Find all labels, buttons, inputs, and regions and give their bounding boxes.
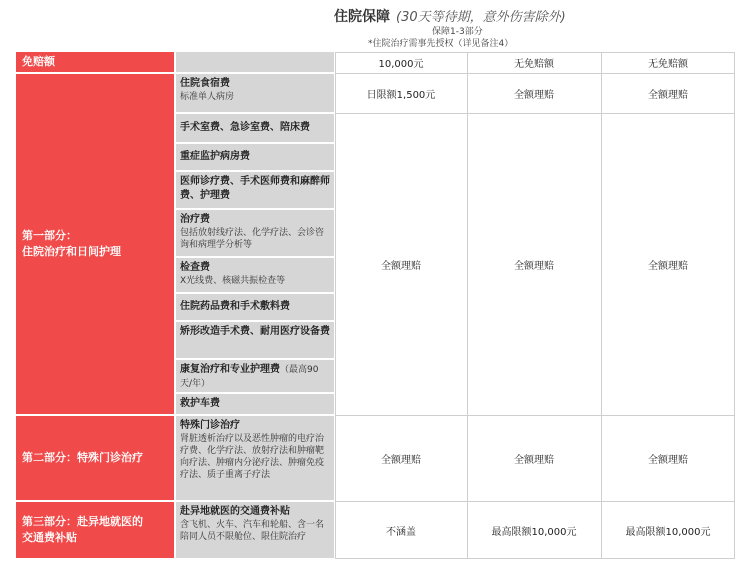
part1-value-1: 全额理赔	[381, 260, 421, 272]
item-orthopedic	[176, 322, 334, 358]
part1-value-2: 全额理赔	[514, 260, 554, 272]
item-drugs	[176, 294, 334, 320]
part1-value-3: 全额理赔	[648, 260, 688, 272]
part2-label-cell	[16, 416, 174, 500]
item-surgery-room	[176, 114, 334, 142]
column-divider	[601, 52, 602, 558]
deductible-value-1: 10,000元	[378, 58, 424, 70]
deductible-value-2: 无免赔额	[514, 58, 554, 70]
part3-label-line1: 第三部分：赴异地就医的	[22, 515, 143, 528]
page-header	[0, 0, 750, 48]
part1-label-cell	[16, 74, 174, 414]
item-physician-fees	[176, 172, 334, 208]
item-ambulance	[176, 394, 334, 414]
item-rehab	[176, 360, 334, 392]
item-name: 救护车费	[180, 398, 220, 409]
accommodation-value-3: 全额理赔	[648, 89, 688, 101]
deductible-value-3: 无免赔额	[648, 58, 688, 70]
item-name: 住院食宿费	[180, 78, 230, 89]
item-name: 手术室费、急诊室费、陪床费	[180, 122, 310, 133]
title-note: (30天等待期，意外伤害除外)	[396, 10, 566, 25]
part1-label-line2: 住院治疗和日间护理	[22, 245, 121, 258]
authorization-note: *住院治疗需事先授权（详见备注4）	[368, 39, 514, 49]
item-name: 治疗费	[180, 214, 210, 225]
part3-value-1: 不涵盖	[386, 526, 416, 538]
row-divider	[335, 501, 735, 502]
title-main: 住院保障	[334, 9, 390, 25]
part3-value-2: 最高限额10,000元	[491, 526, 577, 538]
item-name: 住院药品费和手术敷料费	[180, 301, 290, 312]
item-special-outpatient	[176, 416, 334, 500]
item-name: 重症监护病房费	[180, 151, 250, 162]
part2-value-2: 全额理赔	[514, 454, 554, 466]
deductible-label-cell	[16, 52, 174, 72]
item-examination	[176, 258, 334, 292]
column-divider	[467, 52, 468, 558]
column-divider	[734, 52, 735, 558]
item-name	[180, 363, 330, 391]
deductible-label: 免赔额	[22, 55, 55, 68]
accommodation-value-1: 日限额1,500元	[366, 89, 436, 101]
part2-value-1: 全额理赔	[381, 454, 421, 466]
item-treatment	[176, 210, 334, 256]
item-icu	[176, 144, 334, 170]
item-name: 赴异地就医的交通费补贴	[180, 506, 290, 517]
part3-label-cell	[16, 502, 174, 558]
part1-label-line1: 第一部分：	[22, 229, 77, 242]
item-name: 矫形改造手术费、耐用医疗设备费	[180, 326, 330, 337]
item-name: 特殊门诊治疗	[180, 420, 240, 431]
row-divider	[335, 558, 735, 559]
item-desc: 肾脏透析治疗以及恶性肿瘤的电疗治疗费、化学疗法、放射疗法和肿瘤靶向疗法、肿瘤内分泌疗法、肿瘤免疫疗法、质子重离子疗法	[180, 434, 325, 480]
row-divider	[335, 113, 735, 114]
item-desc: 含飞机、火车、汽车和轮船、含一名陪同人员不限舱位、限住院治疗	[180, 520, 325, 542]
row-divider	[335, 73, 735, 74]
deductible-empty-cell	[176, 52, 334, 72]
row-divider	[335, 52, 735, 53]
item-travel-allowance	[176, 502, 334, 558]
part3-value-3: 最高限额10,000元	[625, 526, 711, 538]
item-accommodation	[176, 74, 334, 112]
item-name: 医师诊疗费、手术医师费和麻醉师费、护理费	[180, 176, 330, 201]
item-desc: X光线费、核磁共振检查等	[180, 276, 286, 286]
column-divider	[335, 52, 336, 558]
row-divider	[335, 415, 735, 416]
page-title	[334, 6, 566, 26]
item-desc: （最高90天/年）	[180, 365, 319, 389]
item-name-text: 康复治疗和专业护理费	[180, 364, 280, 375]
part2-value-3: 全额理赔	[648, 454, 688, 466]
part2-label: 第二部分：特殊门诊治疗	[22, 451, 143, 464]
subtitle: 保障1-3部分	[432, 27, 483, 37]
item-desc: 包括放射线疗法、化学疗法、会诊咨询和病理学分析等	[180, 228, 325, 250]
item-name: 检查费	[180, 262, 210, 273]
item-desc: 标准单人病房	[180, 92, 235, 102]
part3-label-line2: 交通费补贴	[22, 531, 77, 544]
accommodation-value-2: 全额理赔	[514, 89, 554, 101]
